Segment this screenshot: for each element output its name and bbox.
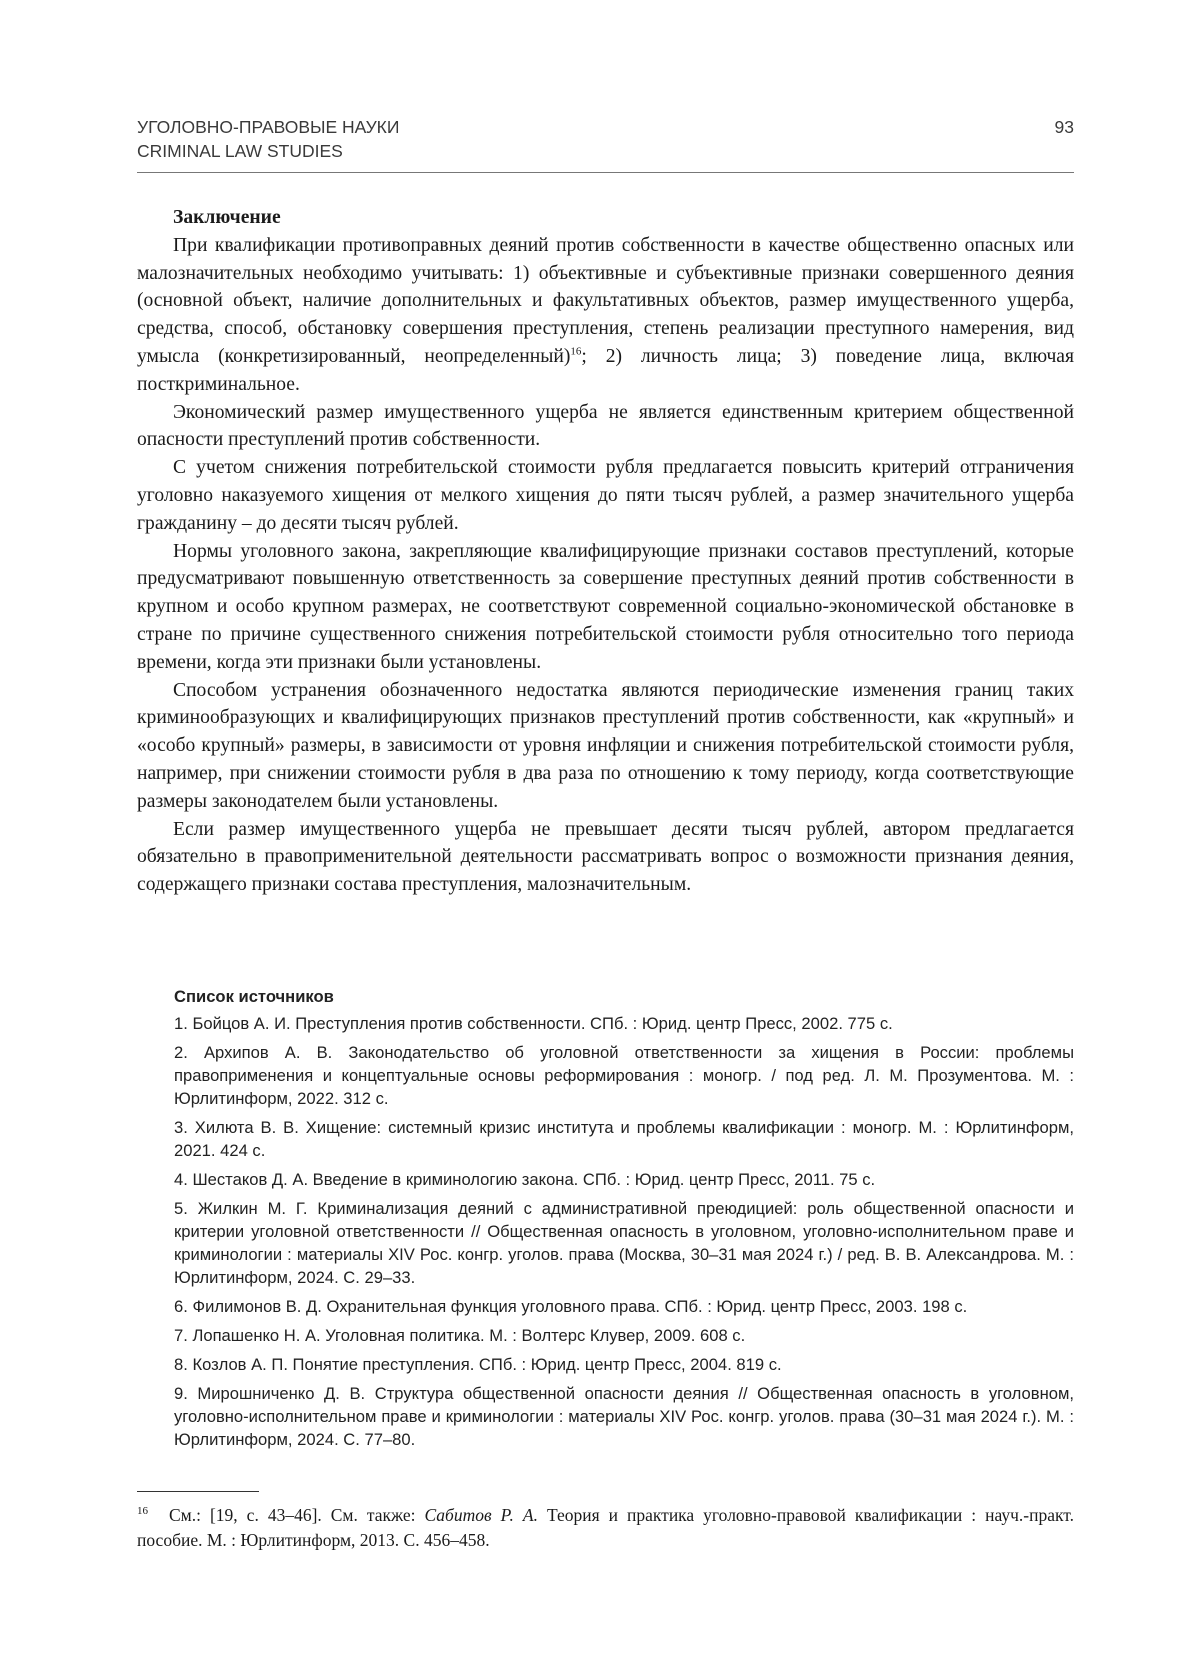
footnote-author: Сабитов Р. А.	[424, 1505, 538, 1525]
journal-section-ru: УГОЛОВНО-ПРАВОВЫЕ НАУКИ	[137, 117, 400, 137]
paragraph-1-part-a: При квалификации противоправных деяний против собственности в качестве общественно опасных или малозначительных необходимо учитывать: 1) объективные и субъективные признаки совершенного деяния (основной объект, наличие дополнительных и факультативных объектов, размер имущественного ущерба, средства, способ, обстановку совершения преступления, степень реализации преступного намерения, вид умысла (конкретизированный, неопределенный)	[137, 234, 1074, 367]
footnote-reference[interactable]: 16	[570, 345, 582, 358]
reference-item: 4. Шестаков Д. А. Введение в криминологию закона. СПб. : Юрид. центр Пресс, 2011. 75 с.	[174, 1170, 876, 1189]
paragraph-3: С учетом снижения потребительской стоимости рубля предлагается повысить критерий отграничения уголовно наказуемого хищения от мелкого хищения до пяти тысяч рублей, а размер значительного ущерба гражданину – до десяти тысяч рублей.	[137, 457, 1074, 534]
paragraph-1	[137, 232, 1074, 399]
reference-item: 6. Филимонов В. Д. Охранительная функция уголовного права. СПб. : Юрид. центр Пресс, 2003. 198 с.	[174, 1297, 968, 1316]
footnote-text-b: Теория и практика уголовно-правовой квалификации : науч.-практ. пособие. М. : Юрлитинформ, 2013. С. 456–458.	[137, 1505, 1074, 1550]
running-head	[137, 115, 1074, 163]
references-section	[137, 985, 1074, 1457]
reference-item: 9. Мирошниченко Д. В. Структура общественной опасности деяния // Общественная опасность в уголовном, уголовно-исполнительном праве и криминологии : материалы XIV Рос. конгр. уголов. права (30–31 мая 2024 г.). М. : Юрлитинформ, 2024. С. 77–80.	[174, 1384, 1074, 1449]
paragraph-6: Если размер имущественного ущерба не превышает десяти тысяч рублей, автором предлагается обязательно в правоприменительной деятельности рассматривать вопрос о возможности признания деяния, содержащего признаки состава преступления, малозначительным.	[137, 818, 1074, 896]
footnote-16: 16 См.: [19, с. 43–46]. См. также: Сабитов Р. А. Теория и практика уголовно-правовой квалификации : науч.-практ. пособие. М. : Юрлитинформ, 2013. С. 456–458.	[137, 1505, 1074, 1550]
section-title: Заключение	[173, 207, 281, 228]
paragraph-5: Способом устранения обозначенного недостатка являются периодические изменения границ таких криминообразующих и квалифицирующих признаков преступлений против собственности, как «крупный» и «особо крупный» размеры, в зависимости от уровня инфляции и снижения потребительской стоимости рубля, например, при снижении стоимости рубля в два раза по отношению к тому периоду, когда соответствующие размеры законодателем были установлены.	[137, 679, 1074, 812]
reference-item: 8. Козлов А. П. Понятие преступления. СПб. : Юрид. центр Пресс, 2004. 819 с.	[174, 1355, 782, 1374]
page-number: 93	[1054, 117, 1074, 137]
paragraph-2: Экономический размер имущественного ущерба не является единственным критерием общественной опасности преступлений против собственности.	[137, 401, 1074, 451]
reference-item: 3. Хилюта В. В. Хищение: системный кризис института и проблемы квалификации : моногр. М. : Юрлитинформ, 2021. 424 с.	[174, 1118, 1074, 1160]
footnote-rule	[137, 1491, 259, 1492]
article-body	[137, 204, 1074, 899]
paragraph-4: Нормы уголовного закона, закрепляющие квалифицирующие признаки составов преступлений, которые предусматривают повышенную ответственность за совершение преступных деяний против собственности в крупном и особо крупном размерах, не соответствуют современной социально-экономической обстановке в стране по причине существенного снижения потребительской стоимости рубля относительно того периода времени, когда эти признаки были установлены.	[137, 540, 1074, 673]
paragraph-1-part-b: ; 2) личность лица; 3) поведение лица, включая посткриминальное.	[137, 345, 1075, 395]
references-title: Список источников	[174, 987, 334, 1006]
reference-item: 7. Лопашенко Н. А. Уголовная политика. М. : Волтерс Клувер, 2009. 608 с.	[174, 1326, 746, 1345]
reference-item: 2. Архипов А. В. Законодательство об уголовной ответственности за хищения в России: проблемы правоприменения и концептуальные основы реформирования : моногр. / под ред. Л. М. Прозументова. М. : Юрлитинформ, 2022. 312 с.	[174, 1043, 1074, 1108]
footnote-text-a: См.: [19, с. 43–46]. См. также:	[169, 1505, 425, 1525]
header-rule	[137, 172, 1074, 173]
reference-item: 5. Жилкин М. Г. Криминализация деяний с административной преюдицией: роль общественной опасности и критерии уголовной ответственности // Общественная опасность в уголовном, уголовно-исполнительном праве и криминологии : материалы XIV Рос. конгр. уголов. права (Москва, 30–31 мая 2024 г.) / ред. В. В. Александрова. М. : Юрлитинформ, 2024. С. 29–33.	[174, 1199, 1074, 1287]
journal-section-en: CRIMINAL LAW STUDIES	[137, 141, 343, 161]
reference-item: 1. Бойцов А. И. Преступления против собственности. СПб. : Юрид. центр Пресс, 2002. 775 с.	[174, 1014, 893, 1033]
